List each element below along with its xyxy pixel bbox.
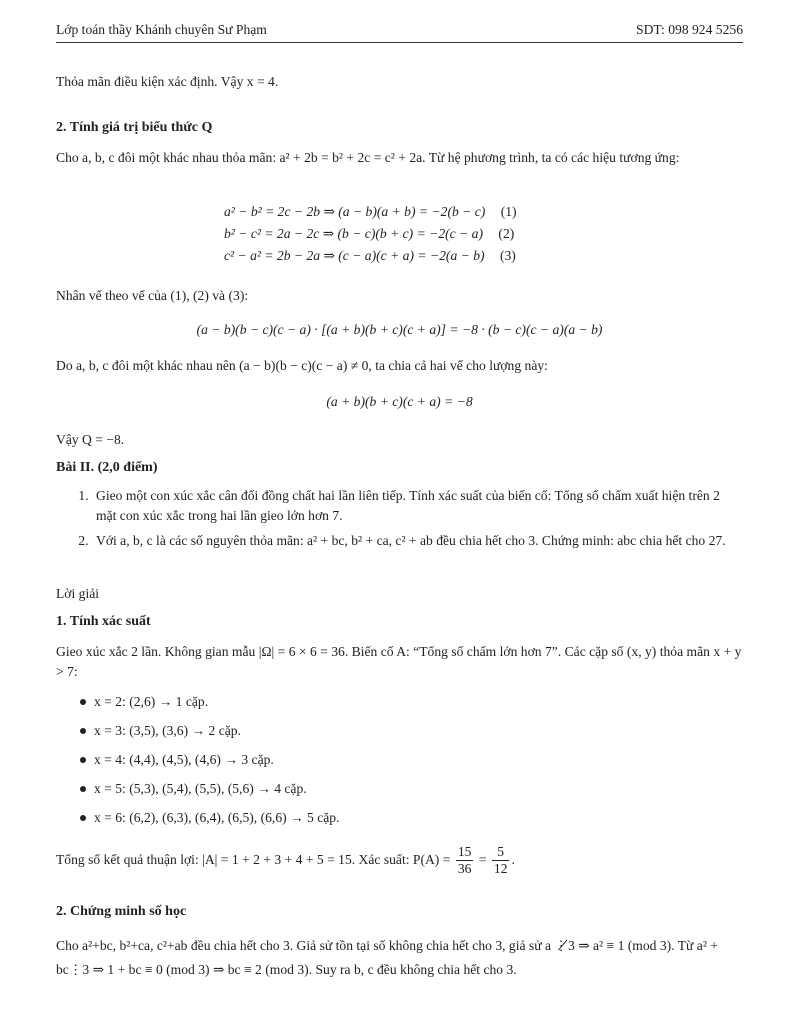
bai2-problem-list bbox=[56, 486, 743, 551]
proof-heading: 2. Chứng minh số học bbox=[56, 904, 187, 919]
multiply-text: Nhân vế theo vế của (1), (2) và (3): bbox=[56, 288, 249, 303]
equation-3-expr: c² − a² = 2b − 2a ⇒ (c − a)(c + a) = −2(a − b) bbox=[224, 248, 485, 263]
equation-system bbox=[224, 202, 517, 268]
fraction-15-36 bbox=[456, 844, 474, 878]
equation-3-label: (3) bbox=[499, 248, 516, 263]
fraction-5-12 bbox=[492, 844, 510, 878]
bai2-item-2: 2. Với a, b, c là các số nguyên thỏa mãn: a² + bc, b² + ca, c² + ab đều chia hết cho 3. Chứng minh: abc chia hết cho 27. bbox=[92, 531, 743, 551]
equation-3 bbox=[224, 246, 517, 268]
header-title: Lớp toán thầy Khánh chuyên Sư Phạm bbox=[56, 22, 267, 37]
bai2-title: Bài II. (2,0 điểm) bbox=[56, 460, 158, 475]
equation-2 bbox=[224, 224, 517, 246]
bullet-item: x = 3: (3,5), (3,6) → 2 cặp. bbox=[80, 721, 743, 750]
bullet-item: x = 4: (4,4), (4,5), (4,6) → 3 cặp. bbox=[80, 750, 743, 779]
end-period: . bbox=[511, 851, 515, 867]
prob-bullets-wrap bbox=[56, 692, 743, 837]
proof-text: Cho a²+bc, b²+ca, c²+ab đều chia hết cho 3. Giả sử tồn tại số không chia hết cho 3, giả sử a ⋮̸3 ⇒ a² ≡ 1 (mod 3). Từ a² + bc⋮3 ⇒ 1 + bc ≡ 0 (mod 3) ⇒ bc ≡ 2 (mod 3). Suy ra b, c đều không chia hết cho 3. bbox=[56, 938, 718, 977]
bai2-list-wrap bbox=[56, 486, 743, 557]
intro-line: Thỏa mãn điều kiện xác định. Vậy x = 4. bbox=[56, 74, 279, 89]
equals-sign: = bbox=[478, 851, 487, 867]
bai2-item-1: 1. Gieo một con xúc xắc cân đối đồng chất hai lần liên tiếp. Tính xác suất của biến cố: Tổng số chấm xuất hiện trên 2 mặt con xúc xắc trong hai lần gieo lớn hơn 7. bbox=[92, 486, 743, 525]
equation-2-label: (2) bbox=[498, 226, 515, 241]
divide-text: Do a, b, c đôi một khác nhau nên (a − b)(b − c)(c − a) ≠ 0, ta chia cả hai vế cho lượng này: bbox=[56, 358, 548, 373]
bullet-item: x = 5: (5,3), (5,4), (5,5), (5,6) → 4 cặp. bbox=[80, 779, 743, 808]
prob-intro: Gieo xúc xắc 2 lần. Không gian mẫu |Ω| = 6 × 6 = 36. Biến cố A: “Tổng số chấm lớn hơn 7”. Các cặp số (x, y) thỏa mãn x + y > 7: bbox=[56, 644, 742, 679]
fraction-numerator: 15 bbox=[456, 844, 474, 861]
page-header bbox=[56, 20, 743, 43]
result-equation: (a + b)(b + c)(c + a) = −8 bbox=[326, 394, 473, 409]
fraction-numerator: 5 bbox=[492, 844, 510, 861]
equation-1-label: (1) bbox=[500, 204, 517, 219]
equation-2-expr: b² − c² = 2a − 2c ⇒ (b − c)(b + c) = −2(c − a) bbox=[224, 226, 484, 241]
prob-total-text: Tổng số kết quả thuận lợi: |A| = 1 + 2 + 3 + 4 + 5 = 15. Xác suất: P(A) = bbox=[56, 851, 451, 867]
document-page bbox=[56, 20, 743, 977]
bullet-item: x = 2: (2,6) → 1 cặp. bbox=[80, 692, 743, 721]
fraction-denominator: 36 bbox=[457, 861, 472, 877]
prob-heading: 1. Tính xác suất bbox=[56, 614, 151, 629]
equation-1-expr: a² − b² = 2c − 2b ⇒ (a − b)(a + b) = −2(b − c) bbox=[224, 204, 486, 219]
bullet-item: x = 6: (6,2), (6,3), (6,4), (6,5), (6,6) → 5 cặp. bbox=[80, 808, 743, 837]
solution-label: Lời giải bbox=[56, 586, 100, 601]
equation-1 bbox=[224, 202, 517, 224]
prob-bullet-list bbox=[56, 692, 743, 837]
section-q-intro: Cho a, b, c đôi một khác nhau thỏa mãn: a² + 2b = b² + 2c = c² + 2a. Từ hệ phương trình, ta có các hiệu tương ứng: bbox=[56, 150, 680, 165]
section-q-heading: 2. Tính giá trị biểu thức Q bbox=[56, 120, 213, 135]
product-equation: (a − b)(b − c)(c − a) · [(a + b)(b + c)(c + a)] = −8 · (b − c)(c − a)(a − b) bbox=[196, 322, 603, 337]
fraction-denominator: 12 bbox=[493, 861, 508, 877]
prob-total bbox=[56, 844, 743, 878]
header-phone: SDT: 098 924 5256 bbox=[636, 22, 743, 37]
q-conclusion: Vậy Q = −8. bbox=[56, 432, 125, 447]
